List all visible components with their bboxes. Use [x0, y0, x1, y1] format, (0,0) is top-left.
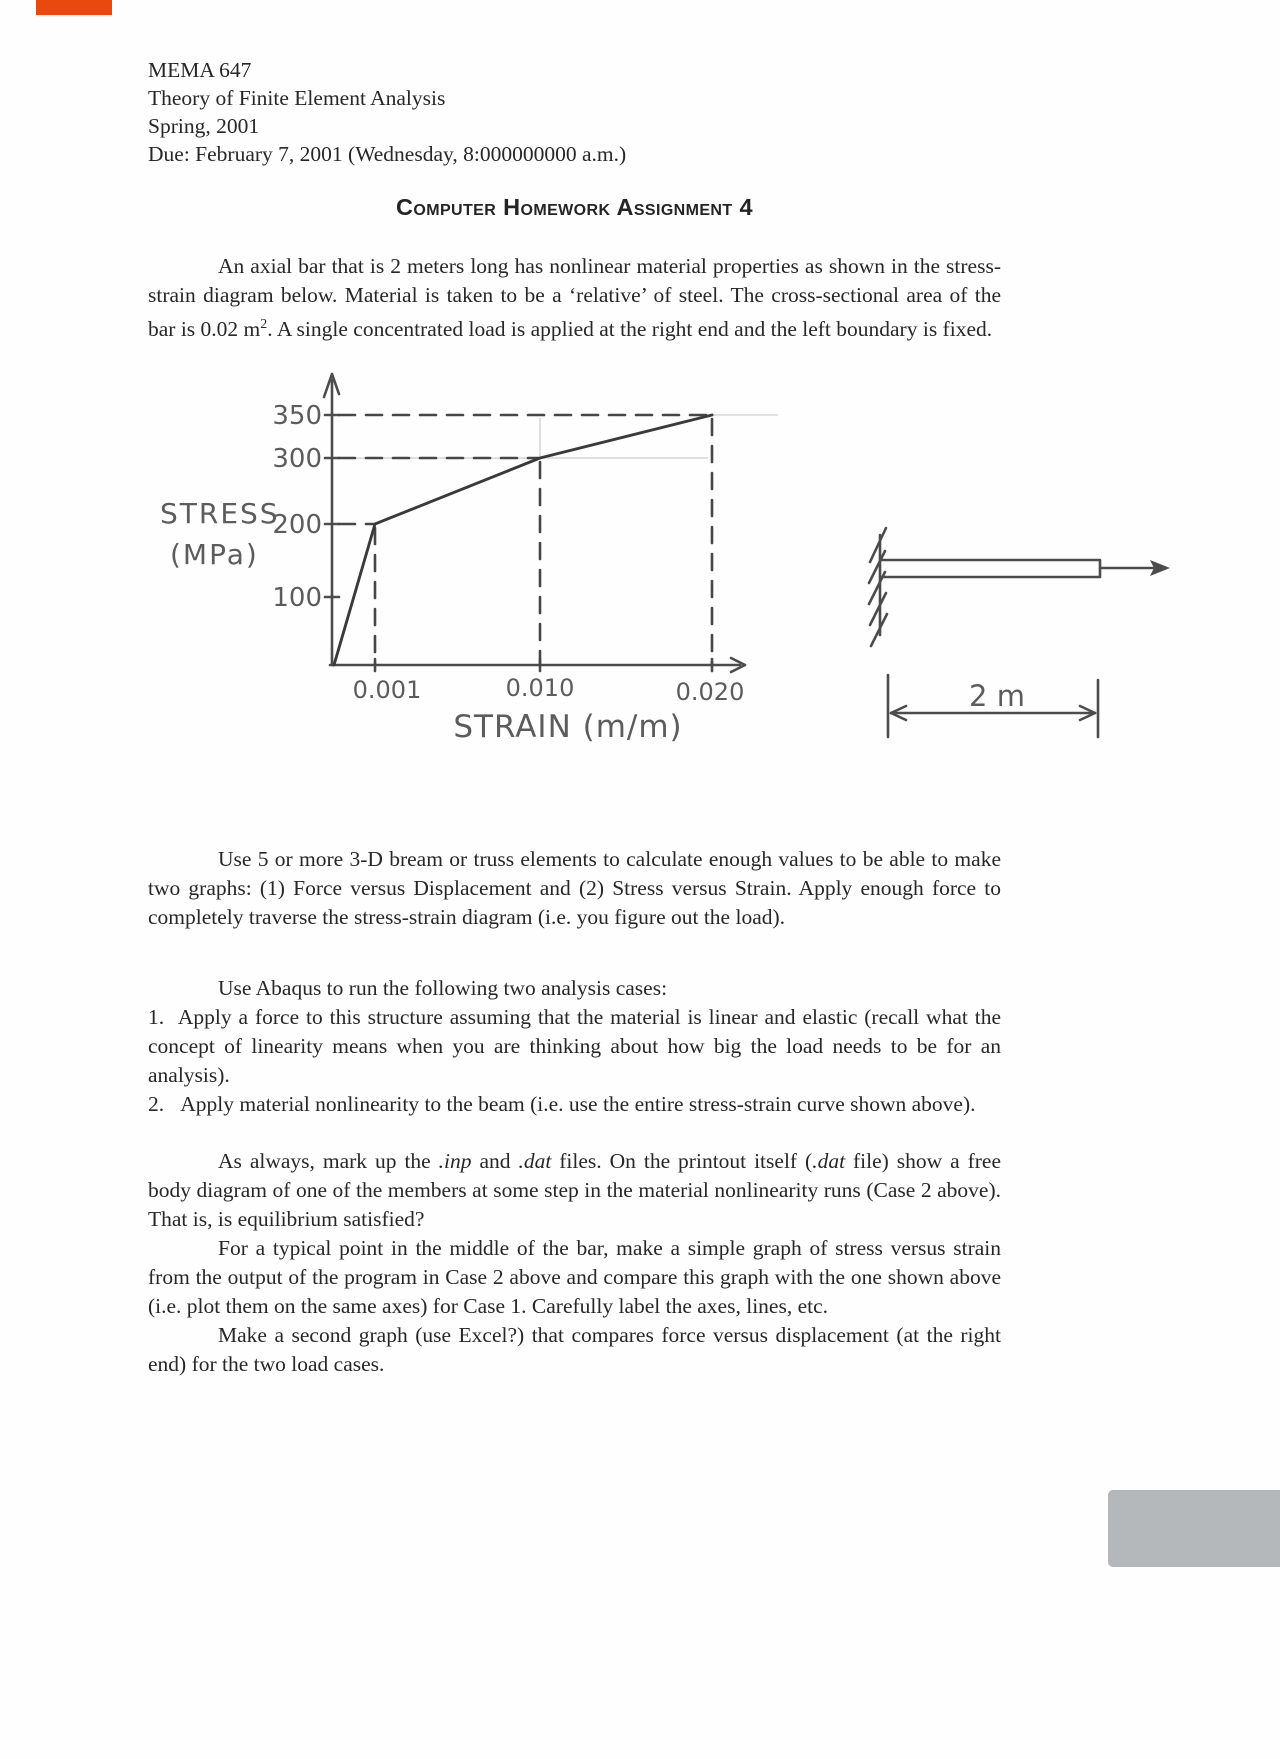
y-tick-350: 350 — [272, 401, 322, 432]
second-graph-paragraph: Make a second graph (use Excel?) that compares force versus displacement (at the right end) for the two load cases. — [148, 1323, 1001, 1377]
hatch-stroke — [870, 528, 886, 562]
hand-drawn-figure — [148, 368, 1188, 753]
document-header — [148, 56, 1001, 168]
inp-file-ref: .inp — [438, 1149, 472, 1174]
scan-artifact-orange-bar — [36, 0, 112, 15]
intro-paragraph — [148, 252, 1001, 344]
dat-file-ref: .dat — [518, 1149, 552, 1174]
axial-bar — [882, 560, 1100, 577]
elements-paragraph: Use 5 or more 3-D bream or truss elements to calculate enough values to be able to make two graphs: (1) Force versus Displacement and (2) Stress versus Strain. Apply enough force to completely traverse the stress-strain diagram (i.e. you figure out the load). — [148, 847, 1001, 930]
figure-stress-strain-and-bar — [148, 368, 1188, 753]
stress-strain-curve — [334, 415, 712, 665]
graph-compare-paragraph: For a typical point in the middle of the bar, make a simple graph of stress versus strain from the output of the program in Case 2 above and compare this graph with the one shown above (i.e. plot them on the same axes) for Case 1. Carefully label the axes, lines, etc. — [148, 1236, 1001, 1319]
markup-text-2: and — [471, 1149, 519, 1174]
markup-paragraph — [148, 1147, 1001, 1234]
x-tick-0020: 0.020 — [675, 678, 745, 707]
dashed-guides — [339, 415, 712, 665]
markup-text-4: file) show a free body diagram of one of the members at some step in the material nonlinearity runs (Case 2 above). That is, is equilibrium satisfied? — [148, 1149, 1001, 1232]
fixed-support-hatching — [869, 528, 887, 646]
y-axis-label-units: (MPa) — [170, 538, 259, 572]
y-tick-300: 300 — [272, 444, 322, 475]
scan-artifact-gray-tab — [1108, 1490, 1280, 1567]
abaqus-intro-paragraph: Use Abaqus to run the following two analysis cases: — [218, 976, 668, 1001]
stress-strain-chart — [160, 374, 778, 745]
y-tick-200: 200 — [272, 510, 322, 541]
intro-text-1: An axial bar that is 2 meters long has nonlinear material properties as shown in the stress-strain diagram below. Material is taken to be a ‘relative’ of steel. The cross-sectional area of the bar is 0.02 m — [148, 254, 1001, 342]
y-tick-100: 100 — [272, 583, 322, 614]
x-tick-0001: 0.001 — [352, 676, 422, 705]
due-date: Due: February 7, 2001 (Wednesday, 8:000000000 a.m.) — [148, 142, 627, 166]
superscript-2: 2 — [260, 317, 268, 332]
markup-text-3: files. On the printout itself ( — [551, 1149, 813, 1174]
y-axis-label-stress: STRESS — [160, 497, 280, 531]
case-2-item: 2. Apply material nonlinearity to the beam (i.e. use the entire stress-strain curve shown above). — [148, 1092, 976, 1117]
term: Spring, 2001 — [148, 114, 260, 138]
bar-length-label: 2 m — [969, 679, 1025, 714]
markup-text-1: As always, mark up the — [218, 1149, 439, 1174]
x-tick-0010: 0.010 — [505, 674, 575, 703]
assignment-title: Computer Homework Assignment 4 — [396, 194, 753, 220]
course-title: Theory of Finite Element Analysis — [148, 86, 446, 110]
intro-text-2: . A single concentrated load is applied at the right end and the left boundary is fixed. — [267, 317, 993, 342]
load-arrow-icon — [1100, 560, 1170, 576]
dat-file-ref-2: .dat — [812, 1149, 846, 1174]
case-1-item: 1. Apply a force to this structure assuming that the material is linear and elastic (recall what the concept of linearity means when you are thinking about how big the load needs to be for an analysis). — [148, 1005, 1001, 1088]
x-axis-label-strain: STRAIN (m/m) — [453, 709, 683, 746]
bar-diagram — [869, 528, 1170, 737]
course-code: MEMA 647 — [148, 58, 252, 82]
